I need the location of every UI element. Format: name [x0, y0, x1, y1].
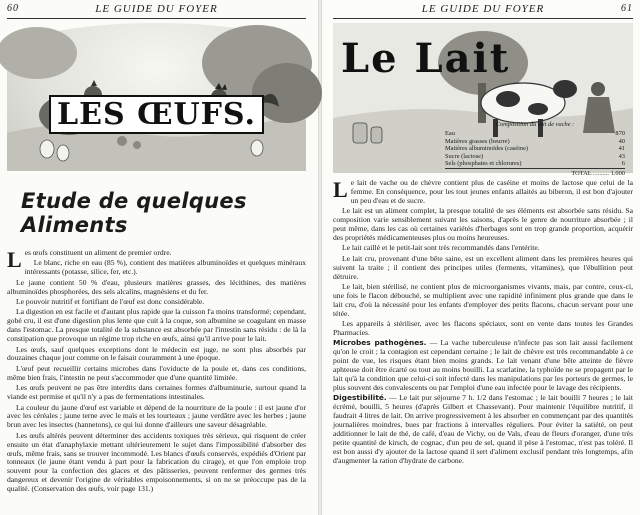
- milk-article-text: [333, 179, 633, 466]
- right-page-number: 61: [621, 3, 633, 14]
- eggs-illustration: [7, 23, 306, 171]
- composition-row: Sucre (lactose) 43: [445, 152, 625, 160]
- eggs-paragraph-6: Les œufs, sauf quelques exceptions dont le médecin est juge, ne sont plus absorbés par douzaines chaque jour comme on le faisait couramment à une époque.: [7, 344, 306, 363]
- composition-total: TOTAL .......... 1.000: [445, 168, 625, 177]
- eggs-banner-title: LES ŒUFS.: [7, 97, 306, 132]
- right-running-title: LE GUIDE DU FOYER: [421, 3, 545, 15]
- composition-row: Sels (phosphates et chlorures) 6: [445, 160, 625, 168]
- eggs-paragraph-9: La couleur du jaune d'œuf est variable et dépend de la nourriture de la poule : il est jaune d'or avec les céréales ; jaune terne avec le maïs et les tourteaux ; jaune verdâtre avec les herbes ; jaune brun avec les insectes (hannetons), ce qui lui donne d'ailleurs une saveur désagréable.: [7, 402, 306, 430]
- left-running-title: LE GUIDE DU FOYER: [95, 3, 218, 15]
- milk-dropcap: L: [333, 177, 348, 202]
- milk-paragraph-6: Les appareils à stériliser, avec les flacons spéciaux, sont en vente dans toutes les Grandes Pharmacies.: [333, 319, 633, 337]
- composition-heading: Composition du lait de vache :: [495, 121, 575, 128]
- milk-composition-table: [445, 121, 625, 178]
- eggs-paragraph-4: Le pouvoir nutritif et fortifiant de l'œuf est donc considérable.: [16, 297, 205, 307]
- milk-banner-title: Le Lait: [341, 35, 511, 82]
- digestibility-subhead: Digestibilité.: [333, 393, 387, 403]
- eggs-paragraph-10: Les œufs altérés peuvent déterminer des accidents toxiques très sérieux, qui risquent de créer ensuite un état d'anaphylaxie mettant ultérieurement le sujet dans l'impossibilité d'absorber des œufs, même frais, sans se trouver incommodé. Les blancs d'œufs conservés, expédiés d'Orient par tonneaux (le jaune étant vendu à part pour la fabrication du cirage), et que l'on emploie trop souvent pour la confection des glaces et des pâtisseries, peuvent renfermer des germes très dangereux et devenir l'origine de véritables empoisonnements, si on ne se préoccupe pas de la qualité. (Conservation des œufs, voir page 131.): [7, 430, 306, 494]
- eggs-article-text: [7, 249, 306, 494]
- composition-row: Matières albuminoïdes (caséine) 41: [445, 145, 625, 153]
- milk-paragraph-4: Le lait cru, provenant d'une bête saine, est un excellent aliment dans les premières heures qui suivent la traite ; il contient des principes utiles (ferments, vitamines), que l'ébullition peut détruire.: [333, 253, 633, 281]
- eggs-paragraph-1: Les œufs constituent un aliment de premier ordre.: [7, 247, 172, 272]
- left-running-head: [7, 0, 306, 18]
- microbes-subhead: Microbes pathogènes.: [333, 338, 427, 348]
- right-head-rule: [333, 18, 633, 19]
- microbes-paragraph: Microbes pathogènes. — La vache tuberculeuse n'infecte pas son lait aussi facilement qu'on le croit ; la contagion est cependant certaine ; le lait de chèvre est très recommandable à ce point de vue, les risques étant bien moins grands. Le lait venant d'une bête atteinte de fièvre aphteuse doit être écarté ou tout au moins bouilli. La scarlatine, la typhoïde ne se propagent par le lait qu'à la condition que celui-ci soit infecté dans les manipulations par les porteurs de germes, le plus souvent des convalescents ou par l'emploi d'une eau infectée pour le lavage des récipients.: [333, 338, 633, 392]
- right-page: [322, 0, 640, 515]
- section-title: Etude de quelques Aliments: [21, 189, 247, 237]
- left-page-number: 60: [7, 3, 19, 14]
- milk-paragraph-5: Le lait, bien stérilisé, ne contient plus de microorganismes vivants, mais, par contre, ceux-ci, une fois le flacon débouché, se multiplient avec une rapidité infiniment plus grande que dans le lait cru, d'où la nécessité pour les enfants d'employer des petits flacons, chacun servant pour une tétée.: [333, 281, 633, 318]
- left-head-rule: [7, 18, 306, 19]
- digestibility-paragraph: Digestibilité. — Le lait pur séjourne 7 h. 1/2 dans l'estomac ; le lait bouilli 7 heures ; le lait écrémé, bouilli, 5 heures (d'après Gilbert et Chassevant). Pour maintenir l'équilibre nutritif, il faudrait 4 litres de lait. On arrive progressivement à les absorber en commençant par des quantités journalières moindres, bues par fractions à intervalles réguliers. Pour éviter la satiété, on peut additionner le lait de thé, de café, d'eau de Vichy, ou de Vals, d'eau de fleurs d'oranger, d'une très petite quantité de kirsch, de cognac, d'un peu de sel, quand il pèse à l'estomac, n'est pas toléré. Il est bon aussi d'y ajouter de la lactose quand il sert d'aliment exclusif pendant très longtemps, afin d'augmenter la ration d'hydrate de carbone.: [333, 393, 633, 465]
- right-running-head: [333, 0, 633, 18]
- eggs-paragraph-3: Le jaune contient 50 % d'eau, plusieurs matières grasses, des lécithines, des matières albuminoïdes phosphorées, des sels alcalins, magnésiens et du fer.: [7, 277, 306, 296]
- eggs-paragraph-8: Les œufs peuvent ne pas être interdits dans certaines formes d'albuminurie, surtout quand la viande est permise et qu'il n'y a pas de fermentations intestinales.: [7, 383, 306, 402]
- milk-illustration: [333, 23, 633, 178]
- milk-paragraph-1: Le lait de vache ou de chèvre contient plus de caséine et moins de lactose que celui de la femme. En conséquence, pour les tout jeunes enfants allaités au biberon, il est bon d'ajouter un peu d'eau et de sucre.: [333, 177, 633, 205]
- eggs-dropcap: L: [7, 247, 22, 272]
- composition-row: Matières grasses (beurre) 40: [445, 137, 625, 145]
- eggs-paragraph-5: La digestion en est facile et d'autant plus rapide que la cuisson l'a moins transformé; cependant, gobé cru, il est d'une digestion plus lente que cuit à la coque, son albumine se coagulant en masse dans l'estomac. La presque totalité de la substance est absorbée par l'intestin sans résidu : de là la constipation que provoque un régime trop riche en œufs, ainsi qu'il arrive pour le lait.: [7, 307, 306, 344]
- milk-paragraph-2: Le lait est un aliment complet, la presque totalité de ses éléments est absorbée sans résidu. Sa composition varie sensiblement suivant les saisons, d'après le genre de nourriture absorbée ; il peut même, dans les cas où certaines variétés d'herbages sont en trop grande proportion, acquérir des propriétés médicamenteuses plus ou moins heureuses.: [333, 206, 633, 242]
- left-page: [0, 0, 318, 515]
- composition-row: Eau 870: [445, 130, 625, 138]
- eggs-paragraph-2: Le blanc, riche en eau (85 %), contient des matières albuminoïdes et quelques minéraux intéressants (potasse, silice, fer, etc.).: [24, 258, 306, 277]
- eggs-paragraph-7: L'œuf peut recueillir certains microbes dans l'oviducte de la poule et, dans ces conditions, même bien frais, l'intestin ne peut s'accommoder que d'une quantité limitée.: [7, 363, 306, 382]
- milk-paragraph-3: Le lait caillé et le petit-lait sont très recommandés dans l'entérite.: [342, 243, 540, 253]
